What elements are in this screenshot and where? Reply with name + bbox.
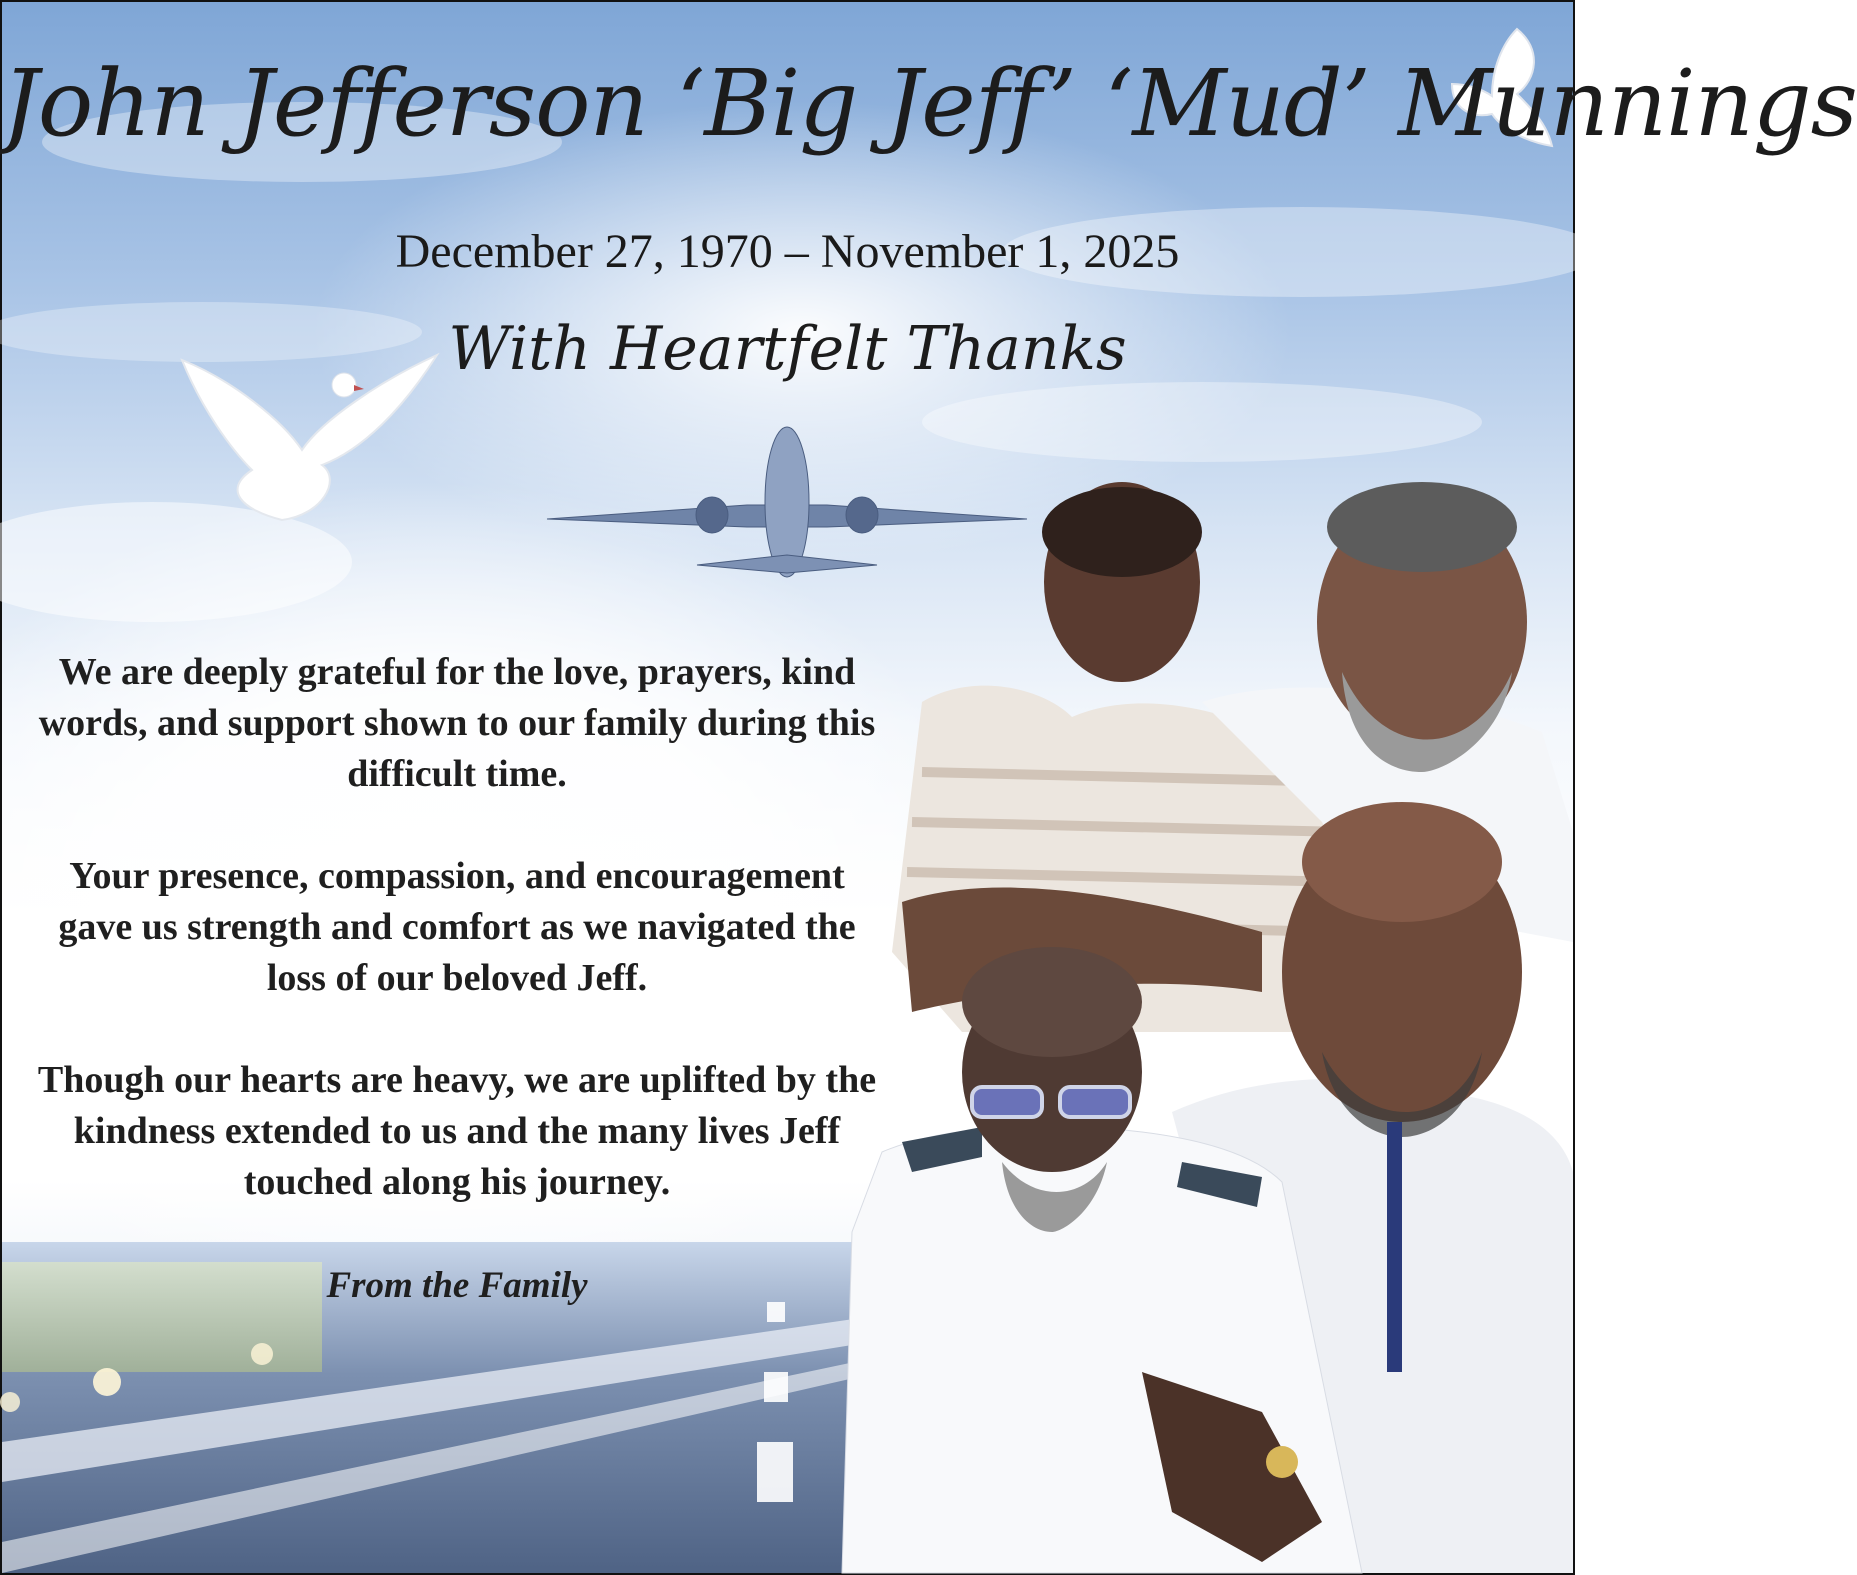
message-paragraph: Your presence, compassion, and encouragement gave us strength and comfort as we navigated the loss of our beloved Jeff. — [58, 855, 856, 999]
message-paragraph: We are deeply grateful for the love, prayers, kind words, and support shown to our family during this difficult time. — [38, 651, 876, 795]
thank-you-message — [32, 647, 882, 1259]
subtitle-heading: With Heartfelt Thanks — [448, 314, 1127, 384]
portrait-sunglasses-uniform — [842, 947, 1362, 1573]
message-paragraph: Though our hearts are heavy, we are uplifted by the kindness extended to us and the many lives Jeff touched along his journey. — [37, 1059, 877, 1203]
life-dates: December 27, 1970 – November 1, 2025 — [395, 225, 1180, 278]
portrait-collage — [842, 472, 1573, 1573]
signoff-text: From the Family — [326, 1265, 588, 1306]
page-title: John Jefferson ‘Big Jeff’ ‘Mud’ Munnings — [2, 50, 1857, 157]
